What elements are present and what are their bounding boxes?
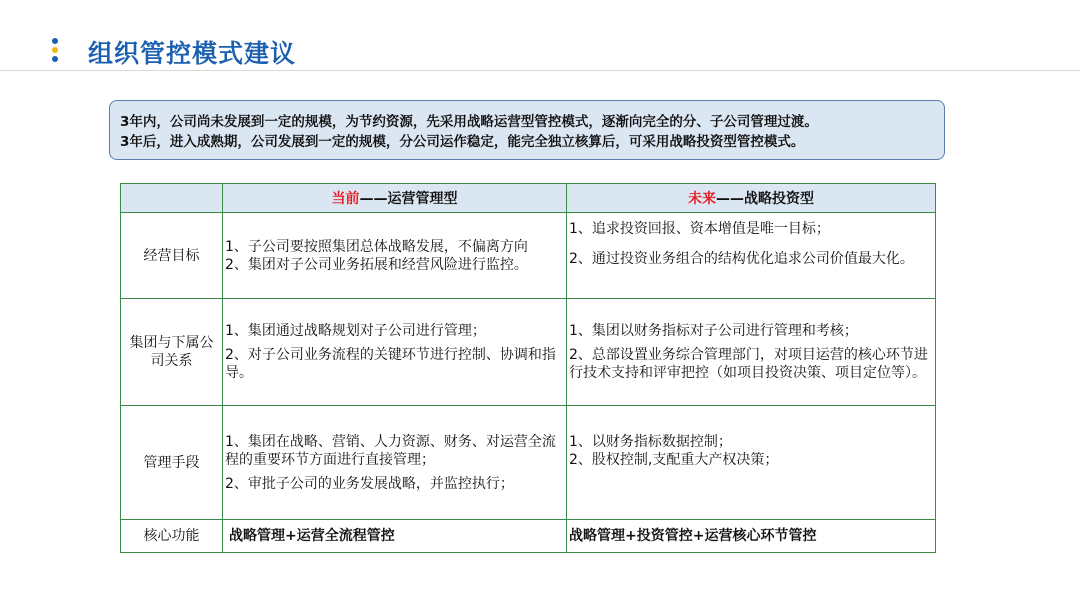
current-cell: 战略管理+运营全流程管控 (223, 520, 567, 553)
page-title: 组织管控模式建议 (88, 39, 297, 68)
current-cell (223, 299, 567, 406)
comparison-table (120, 183, 936, 553)
current-item: 2、对子公司业务流程的关键环节进行控制、协调和指导。 (225, 347, 556, 381)
header-future (567, 184, 936, 213)
summary-box (109, 100, 945, 160)
future-cell (567, 299, 936, 406)
header-future-suffix: ——战略投资型 (716, 191, 814, 207)
current-item: 1、集团通过战略规划对子公司进行管理； (225, 323, 486, 339)
row-label: 经营目标 (121, 213, 223, 299)
future-item: 2、通过投资业务组合的结构优化追求公司价值最大化。 (569, 251, 914, 267)
title-divider (0, 70, 1080, 71)
summary-line-1: 3年内，公司尚未发展到一定的规模，为节约资源，先采用战略运营型管控模式，逐渐向完全的分、子公司管理过渡。 (120, 114, 818, 130)
table-row (121, 299, 936, 406)
row-label: 核心功能 (121, 520, 223, 553)
current-item: 1、集团在战略、营销、人力资源、财务、对运营全流程的重要环节方面进行直接管理； (225, 433, 556, 468)
future-item: 2、总部设置业务综合管理部门，对项目运营的核心环节进行技术支持和评审把控（如项目投资决策、项目定位等）。 (569, 347, 928, 381)
current-item: 2、审批子公司的业务发展战略，并监控执行； (225, 475, 514, 492)
header-current-suffix: ——运营管理型 (359, 191, 458, 207)
table-row (121, 520, 936, 553)
header-empty-cell (121, 184, 223, 213)
future-cell (567, 213, 936, 299)
row-label: 管理手段 (121, 406, 223, 520)
current-cell (223, 213, 567, 299)
title-bullet-icon (51, 38, 59, 65)
future-item: 1、集团以财务指标对子公司进行管理和考核； (569, 323, 858, 339)
table-header-row (121, 184, 936, 213)
future-item: 2、股权控制,支配重大产权决策； (569, 452, 779, 468)
current-cell (223, 406, 567, 520)
current-item: 2、集团对子公司业务拓展和经营风险进行监控。 (225, 256, 528, 273)
summary-line-2: 3年后，进入成熟期，公司发展到一定的规模，分公司运作稳定，能完全独立核算后，可采用战略投资型管控模式。 (120, 134, 805, 150)
future-cell: 战略管理+投资管控+运营核心环节管控 (567, 520, 936, 553)
header-future-prefix: 未来 (688, 191, 716, 207)
future-cell (567, 406, 936, 520)
future-item: 1、以财务指标数据控制； (569, 434, 732, 450)
table-row (121, 213, 936, 299)
row-label: 集团与下属公司关系 (121, 299, 223, 406)
current-item: 1、子公司要按照集团总体战略发展，不偏离方向 (225, 238, 528, 255)
table-row (121, 406, 936, 520)
future-item: 1、追求投资回报、资本增值是唯一目标； (569, 221, 830, 237)
header-current (223, 184, 567, 213)
header-current-prefix: 当前 (331, 191, 360, 207)
